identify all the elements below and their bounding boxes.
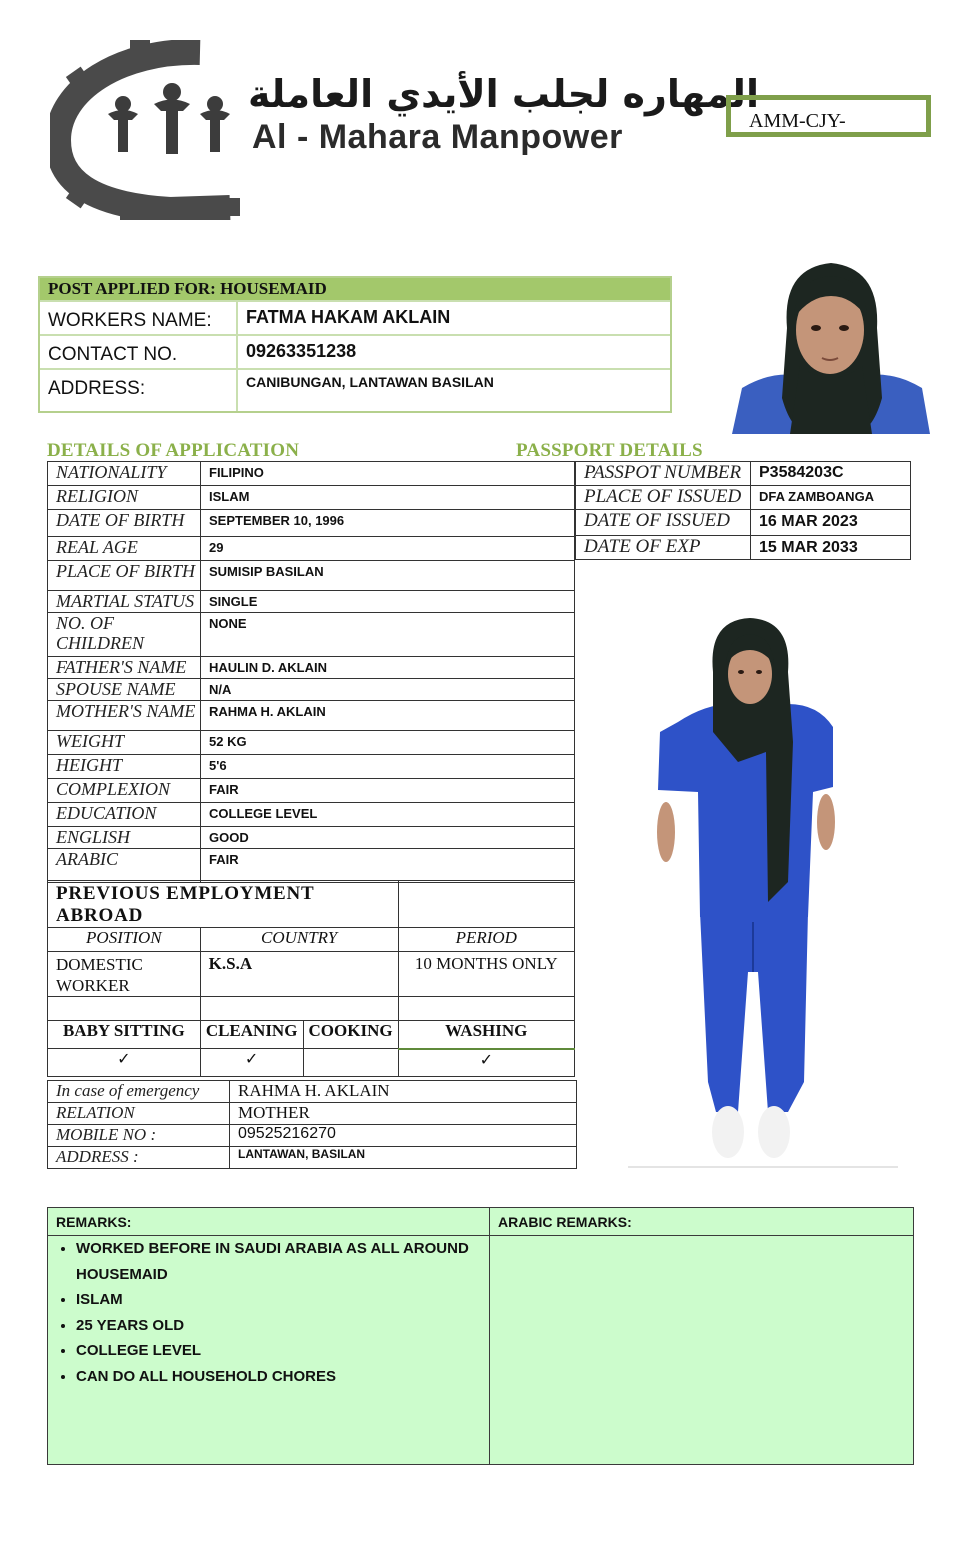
father-name-value: HAULIN D. AKLAIN — [201, 657, 575, 679]
place-issued-value: DFA ZAMBOANGA — [751, 486, 911, 510]
emergency-contact-table — [47, 1080, 577, 1169]
table-row — [48, 881, 575, 928]
table-row — [48, 613, 575, 657]
table-row — [48, 928, 575, 952]
skill-baby-sitting: BABY SITTING — [48, 1021, 201, 1049]
worker-full-body-photo — [628, 612, 898, 1172]
company-name-arabic: المهاره لجلب الأيدي العاملة — [248, 72, 759, 116]
table-row — [576, 486, 911, 510]
check-icon: ✓ — [200, 1049, 303, 1077]
mother-name-value: RAHMA H. AKLAIN — [201, 701, 575, 731]
children-value: NONE — [201, 613, 575, 657]
table-row — [48, 679, 575, 701]
remarks-panel — [47, 1207, 914, 1465]
table-row — [48, 1147, 577, 1169]
post-applied: POST APPLIED FOR: HOUSEMAID — [40, 278, 670, 300]
age-value: 29 — [201, 537, 575, 561]
emergency-label: In case of emergency — [48, 1081, 230, 1103]
nationality-label: NATIONALITY — [48, 462, 201, 486]
education-value: COLLEGE LEVEL — [201, 803, 575, 827]
passport-table — [575, 461, 911, 560]
religion-label: RELIGION — [48, 486, 201, 510]
skill-washing: WASHING — [398, 1021, 574, 1049]
table-row — [48, 701, 575, 731]
remarks-label: REMARKS: — [56, 1214, 132, 1230]
arabic-value: FAIR — [201, 849, 575, 883]
birthplace-label: PLACE OF BIRTH — [48, 561, 201, 591]
country-value: K.S.A — [200, 952, 398, 997]
address-label: ADDRESS: — [48, 378, 146, 399]
birthplace-value: SUMISIP BASILAN — [201, 561, 575, 591]
table-row — [48, 1081, 577, 1103]
mother-name-label: MOTHER'S NAME — [48, 701, 201, 731]
position-value: DOMESTIC WORKER — [48, 952, 201, 997]
marital-status-value: SINGLE — [201, 591, 575, 613]
previous-employment-table — [47, 880, 575, 1077]
date-exp-value: 15 MAR 2033 — [751, 536, 911, 560]
contact-row — [40, 334, 670, 368]
emergency-address-value: LANTAWAN, BASILAN — [230, 1147, 577, 1169]
worker-name-row — [40, 300, 670, 334]
list-item: • WORKED BEFORE IN SAUDI ARABIA AS ALL AROUND HOUSEMAID — [76, 1236, 476, 1287]
table-row — [48, 510, 575, 537]
spouse-name-value: N/A — [201, 679, 575, 701]
table-row — [48, 849, 575, 883]
date-exp-label: DATE OF EXP — [576, 536, 751, 560]
period-value: 10 MONTHS ONLY — [398, 952, 574, 997]
contact-label: CONTACT NO. — [48, 344, 178, 365]
worker-headshot — [732, 258, 930, 434]
address-row — [40, 368, 670, 411]
period-header: PERIOD — [398, 928, 574, 952]
table-row — [48, 827, 575, 849]
table-row — [576, 510, 911, 536]
table-row — [48, 1125, 577, 1147]
dob-value: SEPTEMBER 10, 1996 — [201, 510, 575, 537]
table-row — [48, 731, 575, 755]
height-label: HEIGHT — [48, 755, 201, 779]
relation-label: RELATION — [48, 1103, 230, 1125]
table-row — [48, 1049, 575, 1077]
list-item: • COLLEGE LEVEL — [76, 1338, 476, 1364]
education-label: EDUCATION — [48, 803, 201, 827]
spouse-name-label: SPOUSE NAME — [48, 679, 201, 701]
table-row — [48, 486, 575, 510]
skill-cleaning: CLEANING — [200, 1021, 303, 1049]
people-icon — [108, 83, 230, 154]
reference-code: AMM-CJY- — [749, 110, 846, 132]
list-item: • CAN DO ALL HOUSEHOLD CHORES — [76, 1364, 476, 1390]
english-value: GOOD — [201, 827, 575, 849]
details-table — [47, 461, 575, 883]
arabic-remarks-label: ARABIC REMARKS: — [498, 1214, 632, 1230]
table-row — [48, 561, 575, 591]
date-issued-value: 16 MAR 2023 — [751, 510, 911, 536]
check-icon: ✓ — [48, 1049, 201, 1077]
height-value: 5'6 — [201, 755, 575, 779]
english-label: ENGLISH — [48, 827, 201, 849]
mobile-label: MOBILE NO : — [48, 1125, 230, 1147]
table-row — [48, 952, 575, 997]
table-row — [576, 462, 911, 486]
mobile-value: 09525216270 — [230, 1125, 577, 1147]
reference-box — [726, 95, 931, 137]
complexion-label: COMPLEXION — [48, 779, 201, 803]
worker-name: FATMA HAKAM AKLAIN — [246, 307, 451, 327]
marital-status-label: MARTIAL STATUS — [48, 591, 201, 613]
relation-value: MOTHER — [230, 1103, 577, 1125]
father-name-label: FATHER'S NAME — [48, 657, 201, 679]
children-label: NO. OF CHILDREN — [48, 613, 201, 657]
table-row — [48, 997, 575, 1021]
address-value: CANIBUNGAN, LANTAWAN BASILAN — [246, 374, 494, 390]
passport-number-value: P3584203C — [751, 462, 911, 486]
table-row — [48, 803, 575, 827]
check-icon — [303, 1049, 398, 1077]
previous-employment-title: PREVIOUS EMPLOYMENT ABROAD — [48, 881, 399, 928]
dob-label: DATE OF BIRTH — [48, 510, 201, 537]
worker-info-table — [38, 276, 672, 413]
emergency-name: RAHMA H. AKLAIN — [230, 1081, 577, 1103]
details-title: DETAILS OF APPLICATION — [47, 440, 300, 461]
table-row — [48, 755, 575, 779]
emergency-address-label: ADDRESS : — [48, 1147, 230, 1169]
complexion-value: FAIR — [201, 779, 575, 803]
table-row — [48, 1103, 577, 1125]
table-row — [48, 657, 575, 679]
table-row — [48, 779, 575, 803]
arabic-label: ARABIC — [48, 849, 201, 883]
nationality-value: FILIPINO — [201, 462, 575, 486]
contact-number: 09263351238 — [246, 341, 357, 361]
weight-value: 52 KG — [201, 731, 575, 755]
table-row — [576, 536, 911, 560]
weight-label: WEIGHT — [48, 731, 201, 755]
worker-name-label: WORKERS NAME: — [48, 310, 212, 331]
passport-number-label: PASSPOT NUMBER — [576, 462, 751, 486]
passport-title: PASSPORT DETAILS — [516, 440, 703, 461]
remarks-list — [56, 1236, 476, 1389]
country-header: COUNTRY — [200, 928, 398, 952]
check-icon: ✓ — [398, 1049, 574, 1077]
date-issued-label: DATE OF ISSUED — [576, 510, 751, 536]
position-header: POSITION — [48, 928, 201, 952]
table-row — [48, 591, 575, 613]
table-row — [48, 462, 575, 486]
list-item: • 25 YEARS OLD — [76, 1313, 476, 1339]
table-row — [48, 1021, 575, 1049]
list-item: • ISLAM — [76, 1287, 476, 1313]
company-name-english: Al - Mahara Manpower — [252, 118, 623, 156]
skill-cooking: COOKING — [303, 1021, 398, 1049]
age-label: REAL AGE — [48, 537, 201, 561]
place-issued-label: PLACE OF ISSUED — [576, 486, 751, 510]
table-row — [48, 537, 575, 561]
religion-value: ISLAM — [201, 486, 575, 510]
